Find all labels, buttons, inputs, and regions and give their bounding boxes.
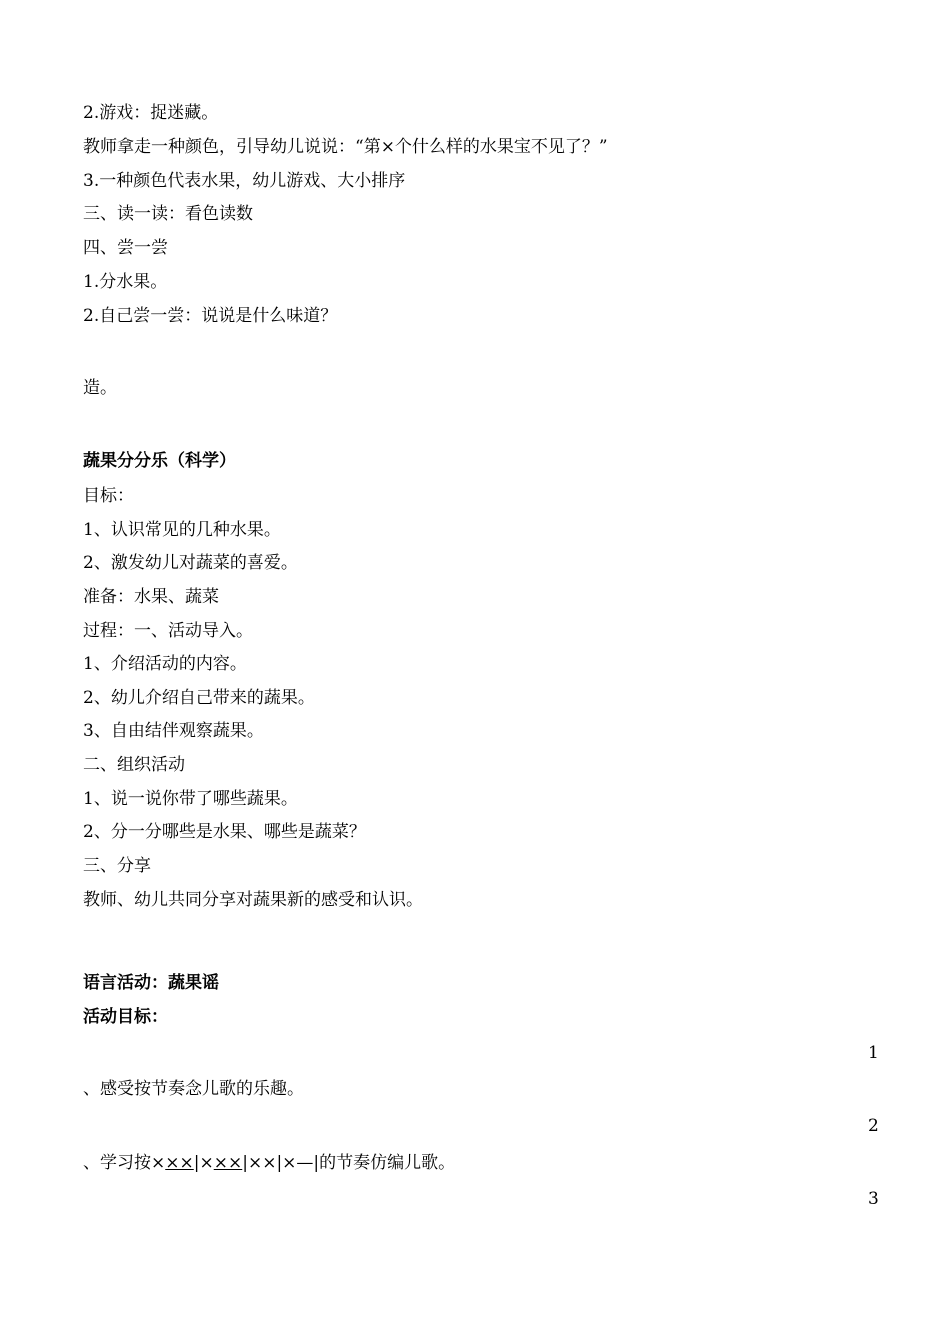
text-line: 2.自己尝一尝：说说是什么味道？	[83, 306, 338, 326]
goal-text: |×	[193, 1153, 214, 1173]
section-title: 语言活动：蔬果谣	[83, 973, 219, 993]
text-line: 教师拿走一种颜色，引导幼儿说说：“第×个什么样的水果宝不见了？”	[83, 137, 608, 157]
text-line: 过程：一、活动导入。	[83, 621, 253, 641]
goal-line: 、感受按节奏念儿歌的乐趣。	[83, 1079, 304, 1099]
text-line: 3、自由结伴观察蔬果。	[83, 721, 264, 741]
text-line: 四、尝一尝	[83, 238, 168, 258]
list-number: 3	[868, 1189, 879, 1209]
section-title: 蔬果分分乐（科学）	[83, 451, 236, 471]
text-line: 二、组织活动	[83, 755, 185, 775]
text-line: 2、激发幼儿对蔬菜的喜爱。	[83, 553, 298, 573]
text-line: 1.分水果。	[83, 272, 168, 292]
goal-line	[83, 1152, 455, 1174]
text-line: 3.一种颜色代表水果，幼儿游戏、大小排序	[83, 171, 406, 191]
text-line: 2.游戏：捉迷藏。	[83, 103, 219, 123]
text-line: 教师、幼儿共同分享对蔬果新的感受和认识。	[83, 890, 423, 910]
section-subtitle: 活动目标：	[83, 1007, 168, 1027]
text-line: 三、分享	[83, 856, 151, 876]
text-line: 1、介绍活动的内容。	[83, 654, 247, 674]
rhythm-underlined: ××	[165, 1153, 194, 1173]
goal-text: |××|×—|的节奏仿编儿歌。	[242, 1153, 456, 1173]
text-line: 三、读一读：看色读数	[83, 204, 253, 224]
list-number: 1	[868, 1043, 879, 1063]
text-line: 2、分一分哪些是水果、哪些是蔬菜？	[83, 822, 366, 842]
text-line: 1、说一说你带了哪些蔬果。	[83, 789, 298, 809]
text-line: 1、认识常见的几种水果。	[83, 520, 281, 540]
rhythm-underlined: ××	[213, 1153, 243, 1173]
goal-text: 、学习按×	[83, 1153, 166, 1173]
text-line: 造。	[83, 378, 117, 398]
text-line: 准备：水果、蔬菜	[83, 587, 219, 607]
text-line: 目标：	[83, 486, 134, 506]
list-number: 2	[868, 1116, 879, 1136]
text-line: 2、幼儿介绍自己带来的蔬果。	[83, 688, 315, 708]
